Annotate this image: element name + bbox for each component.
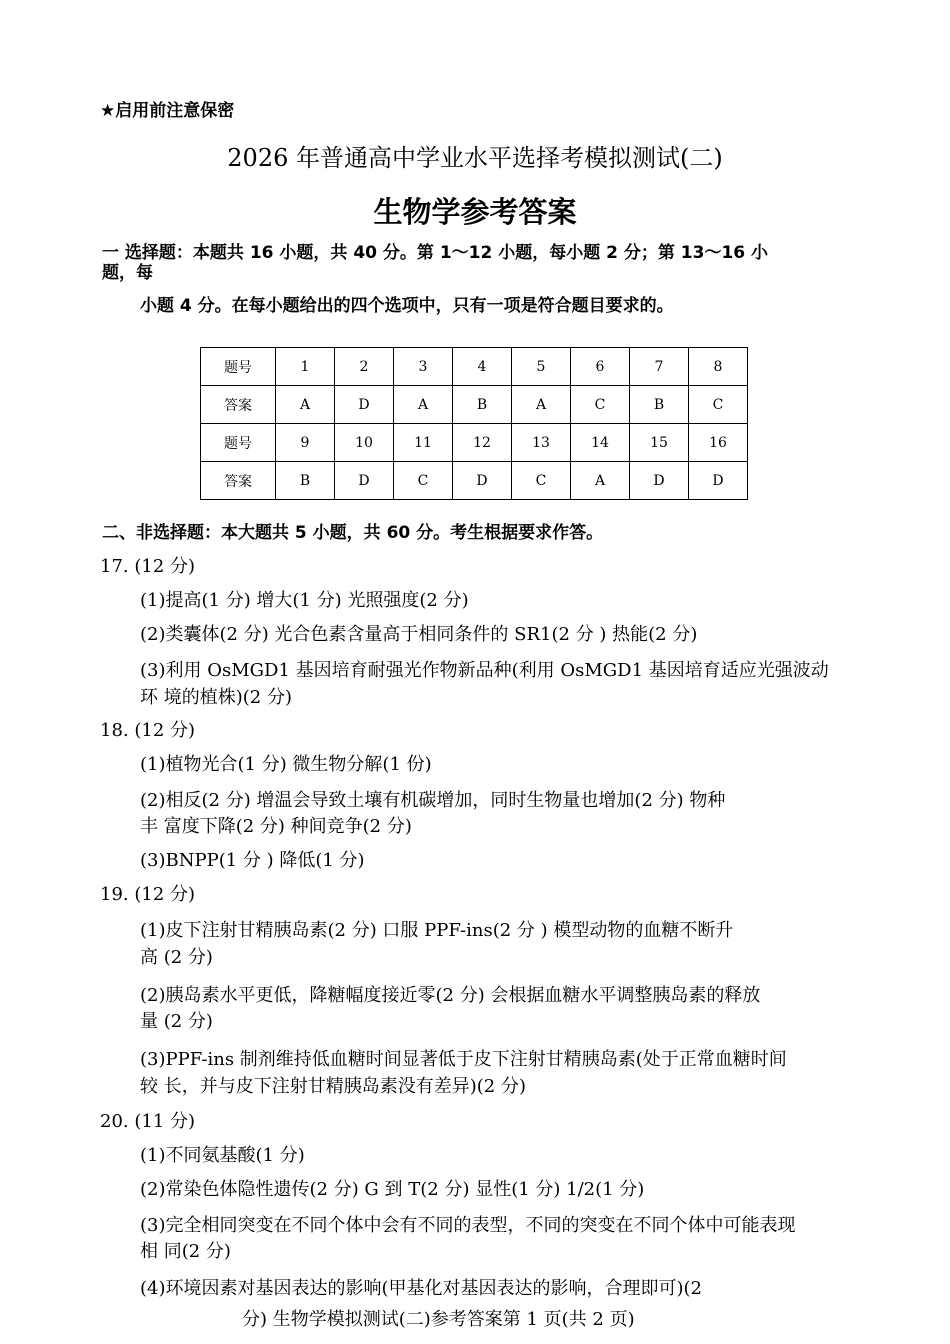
table-row [201, 386, 748, 424]
table-cell: 8 [689, 348, 748, 386]
q18-answer-2-line2: 丰 富度下降(2 分) 种间竞争(2 分) [140, 816, 412, 837]
exam-title: 2026 年普通高中学业水平选择考模拟测试(二) [227, 144, 723, 172]
table-cell: D [335, 462, 394, 500]
table-cell: 5 [512, 348, 571, 386]
q17-answer-1: (1)提高(1 分) 增大(1 分) 光照强度(2 分) [140, 590, 469, 611]
q19-answer-3-line2: 较 长，并与皮下注射甘精胰岛素没有差异)(2 分) [140, 1076, 526, 1097]
section2-heading: 二、非选择题：本大题共 5 小题，共 60 分。考生根据要求作答。 [102, 523, 604, 543]
table-cell: 14 [571, 424, 630, 462]
q17-answer-3-line2: 环 境的植株)(2 分) [140, 687, 292, 708]
section1-heading-line2: 小题 4 分。在每小题给出的四个选项中，只有一项是符合题目要求的。 [140, 296, 674, 316]
table-cell: A [394, 386, 453, 424]
q20-answer-4: (4)环境因素对基因表达的影响(甲基化对基因表达的影响，合理即可)(2 [140, 1278, 703, 1299]
q17-heading: 17. (12 分) [100, 556, 196, 577]
table-cell: C [689, 386, 748, 424]
table-row [201, 424, 748, 462]
table-cell: D [453, 462, 512, 500]
q19-answer-3-line1: (3)PPF-ins 制剂维持低血糖时间显著低于皮下注射甘精胰岛素(处于正常血糖时间 [140, 1049, 787, 1070]
table-cell: 13 [512, 424, 571, 462]
table-cell: C [512, 462, 571, 500]
table-cell: D [689, 462, 748, 500]
table-cell: C [394, 462, 453, 500]
table-cell: B [453, 386, 512, 424]
page-footer: 分) 生物学模拟测试(二)参考答案第 1 页(共 2 页) [242, 1309, 635, 1330]
table-cell: D [630, 462, 689, 500]
table-row-header: 题号 [201, 424, 276, 462]
table-cell: A [276, 386, 335, 424]
table-cell: 16 [689, 424, 748, 462]
q18-heading: 18. (12 分) [100, 720, 196, 741]
table-row-header: 答案 [201, 462, 276, 500]
table-cell: A [512, 386, 571, 424]
table-cell: 3 [394, 348, 453, 386]
q17-answer-2: (2)类囊体(2 分) 光合色素含量高于相同条件的 SR1(2 分 ) 热能(2 分) [140, 624, 698, 645]
q20-answer-2: (2)常染色体隐性遗传(2 分) G 到 T(2 分) 显性(1 分) 1/2(1 分) [140, 1179, 645, 1200]
table-cell: 9 [276, 424, 335, 462]
table-cell: C [571, 386, 630, 424]
q19-answer-2-line2: 量 (2 分) [140, 1011, 213, 1032]
answer-title: 生物学参考答案 [373, 195, 577, 229]
table-cell: 4 [453, 348, 512, 386]
answer-table [200, 347, 748, 500]
q17-answer-3-line1: (3)利用 OsMGD1 基因培育耐强光作物新品种(利用 OsMGD1 基因培育适应光强波动 [140, 660, 829, 681]
table-cell: 1 [276, 348, 335, 386]
q19-answer-1-line1: (1)皮下注射甘精胰岛素(2 分) 口服 PPF-ins(2 分 ) 模型动物的血糖不断升 [140, 920, 734, 941]
q20-answer-1: (1)不同氨基酸(1 分) [140, 1145, 305, 1166]
table-row-header: 答案 [201, 386, 276, 424]
q18-answer-3: (3)BNPP(1 分 ) 降低(1 分) [140, 850, 365, 871]
table-cell: 2 [335, 348, 394, 386]
table-cell: B [276, 462, 335, 500]
table-cell: 11 [394, 424, 453, 462]
table-cell: 12 [453, 424, 512, 462]
confidential-label: ★启用前注意保密 [100, 101, 235, 121]
table-cell: B [630, 386, 689, 424]
q18-answer-2-line1: (2)相反(2 分) 增温会导致土壤有机碳增加，同时生物量也增加(2 分) 物种 [140, 790, 726, 811]
table-cell: 15 [630, 424, 689, 462]
q20-answer-3-line1: (3)完全相同突变在不同个体中会有不同的表型，不同的突变在不同个体中可能表现 [140, 1215, 796, 1236]
q19-answer-2-line1: (2)胰岛素水平更低，降糖幅度接近零(2 分) 会根据血糖水平调整胰岛素的释放 [140, 985, 761, 1006]
table-cell: 7 [630, 348, 689, 386]
q19-heading: 19. (12 分) [100, 884, 196, 905]
table-cell: D [335, 386, 394, 424]
table-cell: 10 [335, 424, 394, 462]
table-row-header: 题号 [201, 348, 276, 386]
table-cell: 6 [571, 348, 630, 386]
table-cell: A [571, 462, 630, 500]
q18-answer-1: (1)植物光合(1 分) 微生物分解(1 份) [140, 754, 432, 775]
section1-heading-wrap: 题，每 [102, 263, 153, 283]
table-row [201, 462, 748, 500]
q19-answer-1-line2: 高 (2 分) [140, 947, 213, 968]
table-row [201, 348, 748, 386]
q20-heading: 20. (11 分) [100, 1111, 196, 1132]
section1-heading-line1: 一 选择题：本题共 16 小题，共 40 分。第 1～12 小题，每小题 2 分；第 13～16 小 [102, 243, 769, 263]
q20-answer-3-line2: 相 同(2 分) [140, 1241, 231, 1262]
